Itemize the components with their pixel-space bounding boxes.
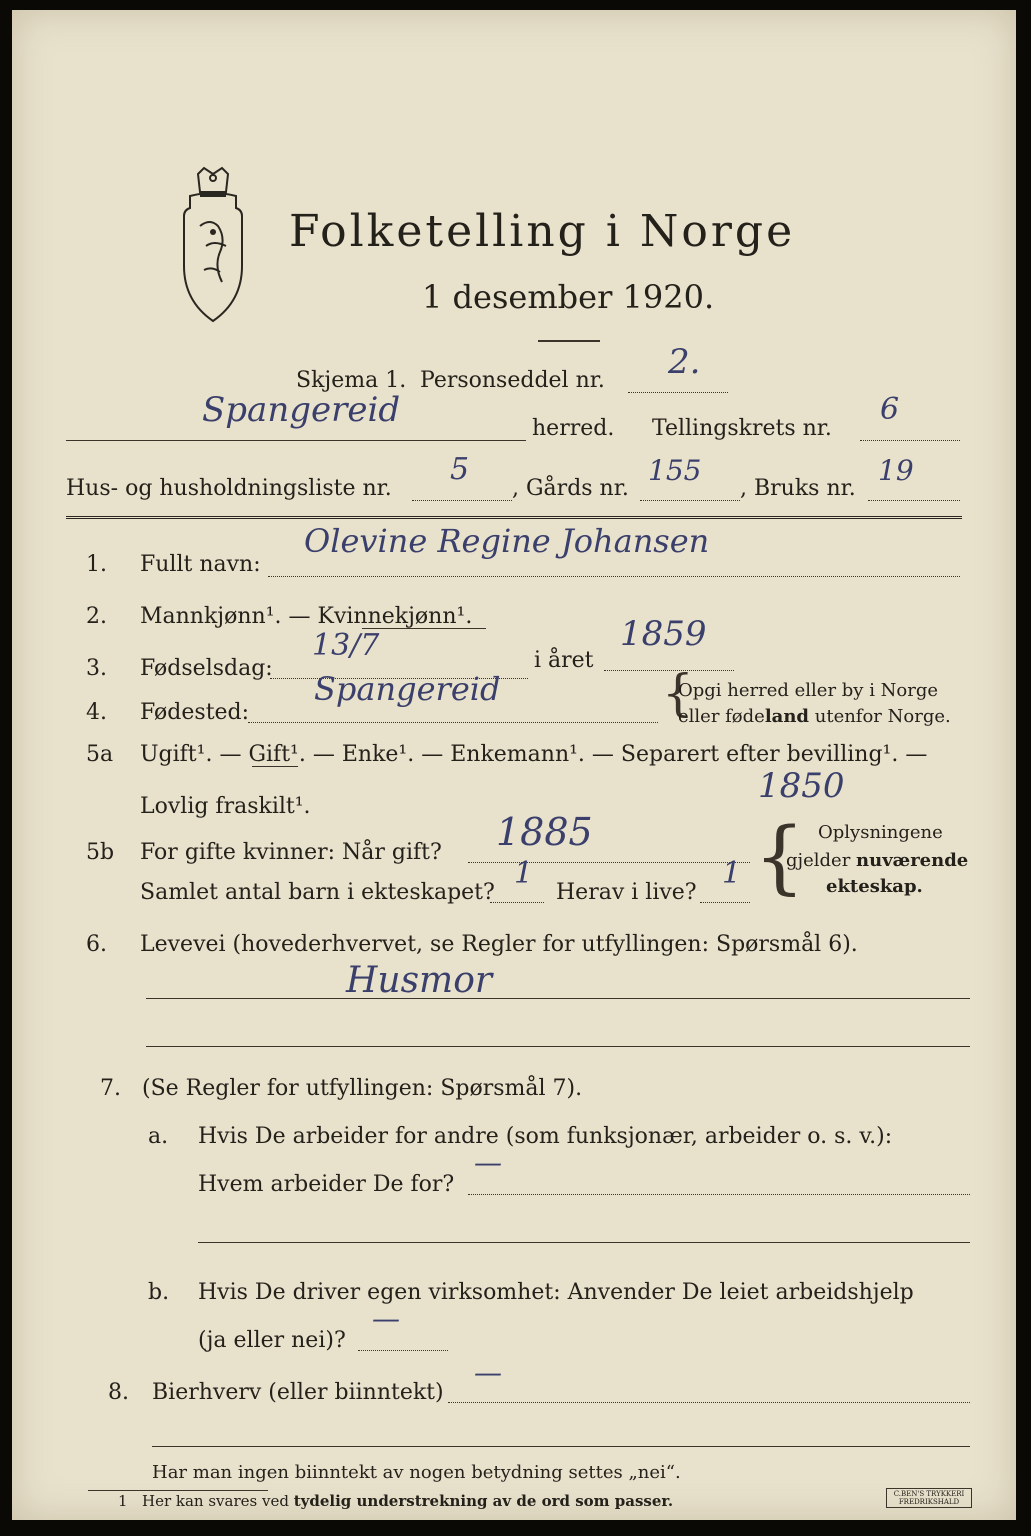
bruks-value[interactable]: 19	[878, 454, 914, 487]
q5a-marital-options: Ugift¹. — Gift¹. — Enke¹. — Enkemann¹. — Separert efter bevilling¹. —	[140, 742, 928, 767]
q8-label: Bierhverv (eller biinntekt)	[152, 1380, 444, 1405]
footnote-number: 1	[118, 1492, 128, 1510]
gards-line	[640, 500, 740, 501]
q6-label: Levevei (hovederhvervet, se Regler for utfyllingen: Spørsmål 6).	[140, 932, 858, 957]
q5b-alive-line	[700, 902, 750, 903]
gards-label: , Gårds nr.	[512, 476, 629, 501]
q1-full-name-value[interactable]: Olevine Regine Johansen	[304, 522, 710, 560]
q6-number: 6.	[86, 932, 107, 957]
q5b-alive-value[interactable]: 1	[722, 856, 742, 891]
q5b-line	[468, 862, 750, 863]
husliste-value[interactable]: 5	[450, 452, 470, 487]
q5a-gift-underline	[252, 766, 298, 767]
q7-label: (Se Regler for utfyllingen: Spørsmål 7).	[142, 1076, 583, 1101]
q5b-married-year-value[interactable]: 1885	[496, 810, 593, 854]
printer-stamp: C.BEN'S TRYKKERI FREDRIKSHALD	[886, 1488, 972, 1508]
footnote-rule	[88, 1490, 268, 1491]
q5b-alive-label: Herav i live?	[556, 880, 697, 905]
q5a-extra-value[interactable]: 1850	[758, 766, 845, 806]
q7b-label-line2: (ja eller nei)?	[198, 1328, 346, 1353]
herred-value[interactable]: Spangereid	[202, 390, 401, 430]
q5b-number: 5b	[86, 840, 115, 865]
q3-label: Fødselsdag:	[140, 656, 273, 681]
census-date: 1 desember 1920.	[422, 278, 715, 316]
q5b-note-line1: Oplysningene	[818, 822, 943, 843]
tellingskrets-line	[860, 440, 960, 441]
q5b-children-line	[490, 902, 544, 903]
q5b-note-brace: {	[754, 810, 805, 903]
q8-number: 8.	[108, 1380, 129, 1405]
q6-line1	[146, 998, 970, 999]
q4-note-line1: Opgi herred eller by i Norge	[678, 680, 939, 701]
personseddel-label: Personseddel nr.	[420, 368, 605, 393]
q4-label: Fødested:	[140, 700, 250, 725]
page-title: Folketelling i Norge	[289, 206, 796, 257]
q4-note-brace: {	[662, 664, 694, 722]
q2-number: 2.	[86, 604, 107, 629]
q2-gender-options: Mannkjønn¹. — Kvinnekjønn¹.	[140, 604, 473, 629]
q7-number: 7.	[100, 1076, 121, 1101]
q7a-label: Hvis De arbeider for andre (som funksjonær, arbeider o. s. v.):	[198, 1124, 893, 1149]
q3-birth-year-value[interactable]: 1859	[620, 614, 707, 654]
q3-birthday-value[interactable]: 13/7	[312, 628, 380, 663]
q5b-children-label: Samlet antal barn i ekteskapet?	[140, 880, 495, 905]
q4-line	[248, 722, 658, 723]
footnote-text: Her kan svares ved tydelig understrekning av de ord som passer.	[142, 1492, 674, 1510]
husliste-line	[412, 500, 512, 501]
gards-value[interactable]: 155	[648, 454, 702, 487]
q1-number: 1.	[86, 552, 107, 577]
herred-line	[66, 440, 526, 441]
tellingskrets-label: Tellingskrets nr.	[652, 416, 832, 441]
q7b-label: Hvis De driver egen virksomhet: Anvender De leiet arbeidshjelp	[198, 1280, 914, 1305]
bruks-label: , Bruks nr.	[740, 476, 856, 501]
q4-birthplace-value[interactable]: Spangereid	[314, 670, 501, 708]
q7a-line	[468, 1194, 970, 1195]
tellingskrets-value[interactable]: 6	[880, 392, 900, 427]
q8-line2	[152, 1446, 970, 1447]
q5b-children-value[interactable]: 1	[514, 856, 534, 891]
husliste-label: Hus- og husholdningsliste nr.	[66, 476, 392, 501]
q8-secondary-value[interactable]: —	[474, 1356, 502, 1389]
q1-label: Fullt navn:	[140, 552, 261, 577]
q4-note-line2: eller fødeland utenfor Norge.	[678, 706, 951, 727]
herred-label: herred.	[532, 416, 615, 441]
nei-note: Har man ingen biinntekt av nogen betydning settes „nei“.	[152, 1462, 681, 1483]
schema-label: Skjema 1.	[296, 368, 407, 393]
q5b-note-line2: gjelder nuværende	[786, 850, 969, 871]
q6-line2	[146, 1046, 970, 1047]
q3-number: 3.	[86, 656, 107, 681]
q5b-note-line3: ekteskap.	[826, 876, 923, 897]
q6-occupation-value[interactable]: Husmor	[346, 960, 493, 1001]
q4-number: 4.	[86, 700, 107, 725]
q8-line	[448, 1402, 970, 1403]
census-form-sheet	[12, 10, 1016, 1520]
q7b-line	[358, 1350, 448, 1351]
bruks-line	[868, 500, 960, 501]
q7b-help-value[interactable]: —	[372, 1302, 400, 1335]
q7a-number: a.	[148, 1124, 169, 1149]
header-double-line	[66, 514, 962, 519]
title-divider	[538, 340, 600, 342]
personseddel-line	[628, 392, 728, 393]
coat-of-arms-icon	[170, 166, 256, 326]
personseddel-value[interactable]: 2.	[668, 342, 701, 382]
q7b-number: b.	[148, 1280, 170, 1305]
q1-line	[268, 576, 960, 577]
q3-year-label: i året	[534, 648, 594, 673]
q2-kvinnekjonn-underline	[362, 628, 486, 629]
q5a-label-line2: Lovlig fraskilt¹.	[140, 794, 311, 819]
q7a-line2	[198, 1242, 970, 1243]
q5a-number: 5a	[86, 742, 114, 767]
q7a-label-line2: Hvem arbeider De for?	[198, 1172, 455, 1197]
q7a-employer-value[interactable]: —	[474, 1146, 502, 1179]
q5b-label: For gifte kvinner: Når gift?	[140, 840, 442, 865]
